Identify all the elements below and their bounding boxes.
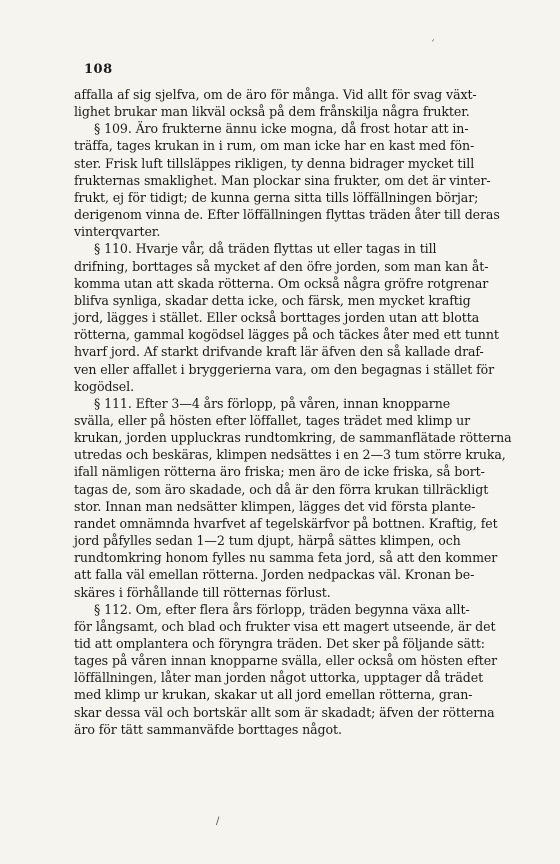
- text-line: kogödsel.: [74, 378, 134, 394]
- section-110-heading-line: § 110. Hvarje vår, då träden flyttas ut eller tagas in till: [94, 241, 437, 257]
- section-109-heading-line: § 109. Äro frukterne ännu icke mogna, då frost hotar att in-: [94, 121, 469, 137]
- text-line: ster. Frisk luft tillsläppes rikligen, ty denna bidrager mycket till: [74, 155, 475, 171]
- text-line: med klimp ur krukan, skakar ut all jord emellan rötterna, gran-: [74, 687, 473, 703]
- section-112-heading-line: § 112. Om, efter flera års förlopp, träden begynna växa allt-: [94, 601, 470, 617]
- text-line: att falla väl emellan rötterna. Jorden nedpackas väl. Kronan be-: [74, 567, 475, 583]
- stray-mark-bottom: /: [216, 816, 220, 827]
- text-line: skar dessa väl och bortskär allt som är skadadt; äfven der rötterna: [74, 704, 495, 720]
- text-line: ven eller affallet i bryggerierna vara, om den begagnas i stället för: [74, 361, 495, 377]
- text-line: vinterqvarter.: [74, 224, 161, 240]
- text-line: komma utan att skada rötterna. Om också några gröfre rotgrenar: [74, 275, 489, 291]
- text-line: äro för tätt sammanväfde borttages något.: [74, 721, 342, 737]
- text-line: tagas de, som äro skadade, och då är den förra krukan tillräckligt: [74, 481, 489, 497]
- page-number: 108: [84, 62, 113, 77]
- text-line: stor. Innan man nedsätter klimpen, lägges det vid första plante-: [74, 498, 476, 514]
- text-line: randet omnämnda hvarfvet af tegelskärfvor på bottnen. Kraftig, fet: [74, 515, 498, 531]
- text-line: för långsamt, och blad och frukter visa ett magert utseende, är det: [74, 618, 496, 634]
- text-line: drifning, borttages så mycket af den öfre jorden, som man kan åt-: [74, 258, 489, 274]
- text-line: ifall nämligen rötterna äro friska; men äro de icke friska, så bort-: [74, 464, 485, 480]
- text-line: tages på våren innan knopparne svälla, eller också om hösten efter: [74, 653, 497, 669]
- text-line: derigenom vinna de. Efter löffällningen flyttas träden åter till deras: [74, 207, 500, 223]
- text-line: frukternas smaklighet. Man plockar sina frukter, om det är vinter-: [74, 172, 491, 188]
- body-text: [74, 86, 510, 738]
- text-line: rötterna, gammal kogödsel lägges på och täckes åter med ett tunnt: [74, 327, 499, 343]
- text-line: rundtomkring honom fylles nu samma feta jord, så att den kommer: [74, 550, 498, 566]
- text-line: skäres i förhållande till rötternas förlust.: [74, 584, 331, 600]
- text-line: tid att omplantera och föryngra träden. Det sker på följande sätt:: [74, 636, 485, 651]
- text-line: jord, lägges i stället. Eller också borttages jorden utan att blotta: [74, 310, 480, 326]
- text-line: hvarf jord. Af starkt drifvande kraft lär äfven den så kallade draf-: [74, 344, 484, 360]
- text-line: utredas och beskäras, klimpen nedsättes i en 2—3 tum större kruka,: [74, 447, 506, 463]
- stray-mark-top: ´: [430, 40, 435, 51]
- section-111-heading-line: § 111. Efter 3—4 års förlopp, på våren, innan knopparne: [94, 395, 451, 411]
- text-line: jord påfylles sedan 1—2 tum djupt, härpå sättes klimpen, och: [74, 533, 461, 549]
- text-line: blifva synliga, skadar detta icke, och färsk, men mycket kraftig: [74, 292, 471, 308]
- text-line: löffällningen, låter man jorden något uttorka, upptager då trädet: [74, 670, 484, 686]
- text-line: lighet brukar man likväl också på dem frånskilja några frukter.: [74, 104, 470, 120]
- text-line: träffa, tages krukan in i rum, om man icke har en kast med fön-: [74, 138, 475, 154]
- text-line: affalla af sig sjelfva, om de äro för många. Vid allt för svag växt-: [74, 87, 477, 102]
- text-line: frukt, ej för tidigt; de kunna gerna sitta tills löffällningen börjar;: [74, 189, 479, 205]
- text-line: svälla, eller på hösten efter löffallet, tages trädet med klimp ur: [74, 412, 471, 428]
- text-line: krukan, jorden uppluckras rundtomkring, de sammanflätade rötterna: [74, 430, 512, 446]
